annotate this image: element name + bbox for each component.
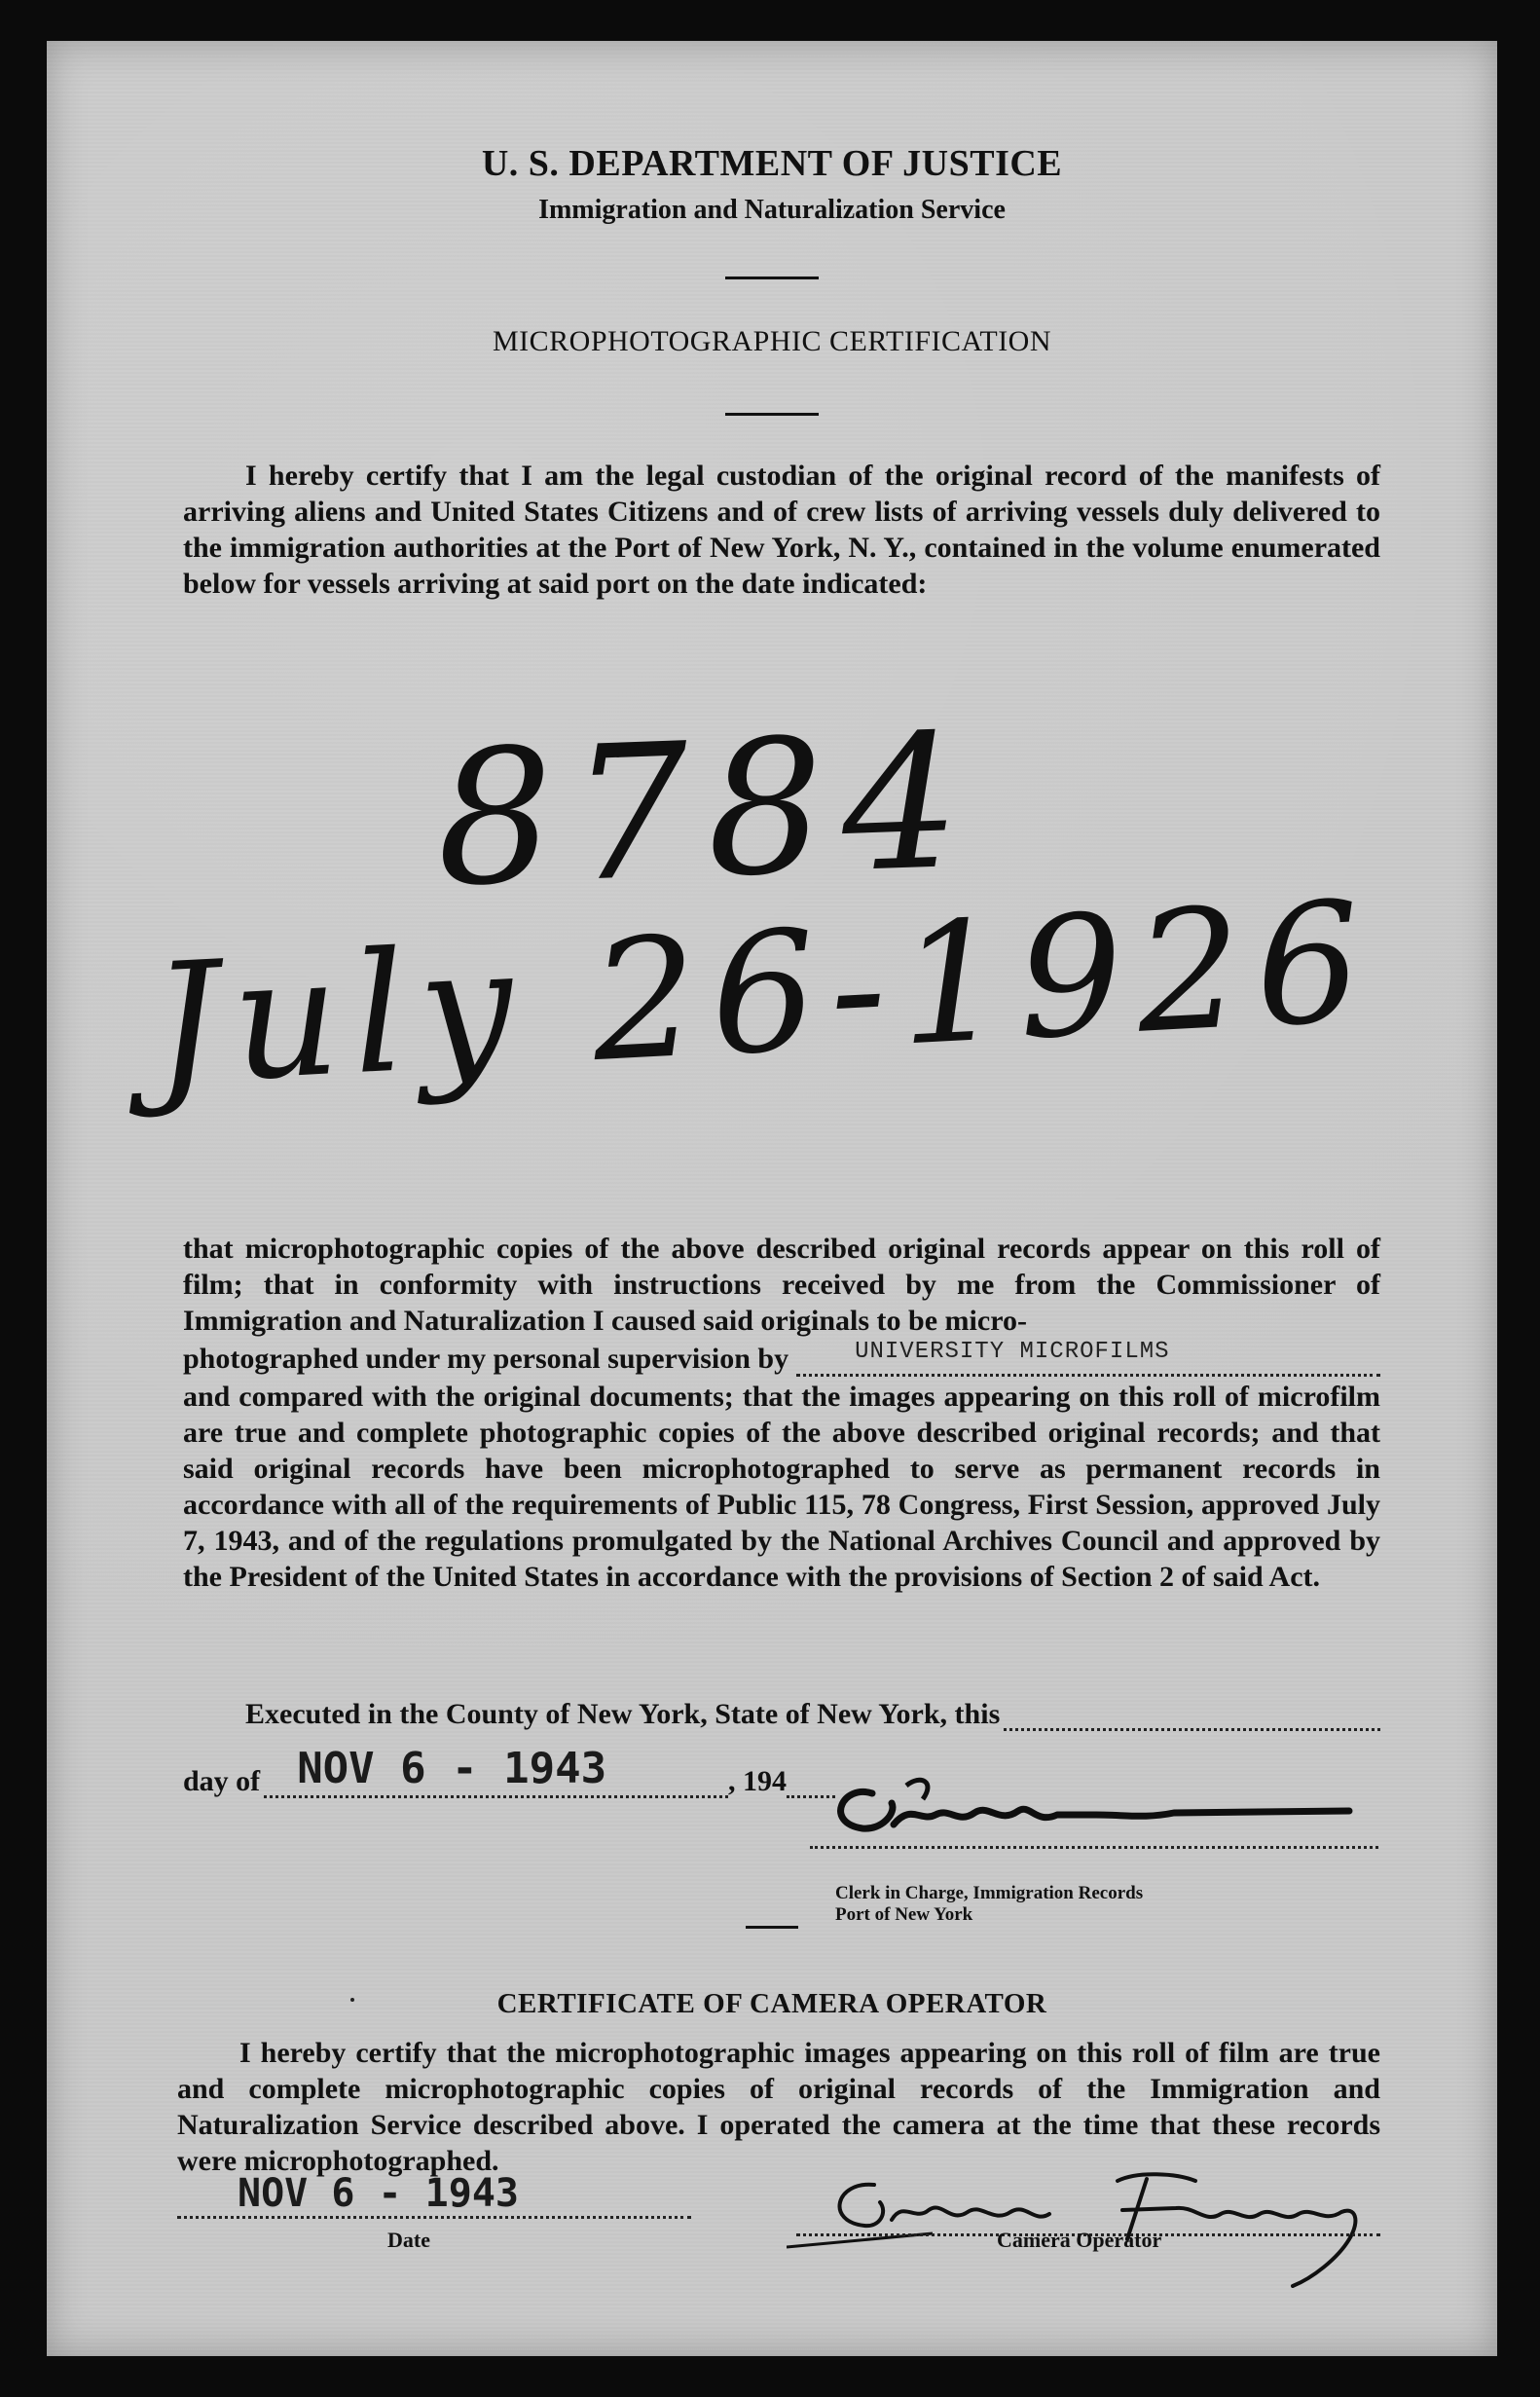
- day-of-label: day of: [183, 1765, 261, 1797]
- custodian-paragraph: [183, 458, 1380, 602]
- clerk-title: [835, 1883, 1143, 1926]
- custodian-paragraph-text: I hereby certify that I am the legal custodian of the original record of the manifests of arriving aliens and United States Citizens and of crew lists of arriving vessels duly delivered to the immigration authorities at the Port of New York, N. Y., contained in the volume enumerated below for vessels arriving at said port on the date indicated:: [183, 460, 1380, 600]
- camera-stamped-date: NOV 6 - 1943: [238, 2171, 519, 2216]
- day-of-line: [183, 1744, 835, 1798]
- clerk-signature-area: [804, 1764, 1388, 1871]
- body-paragraph-rest: and compared with the original documents; that the images appearing on this roll of microfilm are true and complete photographic copies of the above described original records; and that said original records have been microphotographed to serve as permanent records in accordance with all of the requirements of Public 115, 78 Congress, First Session, approved July 7, 1943, and of the regulations promulgated by the National Archives Council and approved by the President of the United States in accordance with the provisions of Section 2 of said Act.: [183, 1381, 1380, 1593]
- camera-date-field: [177, 2171, 691, 2220]
- camera-operator-label: Camera Operator: [997, 2228, 1162, 2252]
- clerk-title-line1: Clerk in Charge, Immigration Records: [835, 1883, 1144, 1903]
- date-label: Date: [387, 2228, 430, 2252]
- department-title: U. S. DEPARTMENT OF JUSTICE: [481, 143, 1063, 184]
- divider-top: [725, 277, 819, 279]
- supervisor-blank: [796, 1339, 1380, 1377]
- supervisor-name: UNIVERSITY MICROFILMS: [855, 1339, 1170, 1365]
- camera-paragraph-text: I hereby certify that the microphotographic images appearing on this roll of film are true and complete microphotographic copies of original records of the Immigration and Naturalization Service described above. I operated the camera at the time that these records were microphotographed.: [177, 2037, 1380, 2177]
- camera-date-line: [177, 2216, 691, 2219]
- certification-heading: MICROPHOTOGRAPHIC CERTIFICATION: [492, 325, 1052, 357]
- supervision-label: photographed under my personal supervision by: [183, 1343, 789, 1375]
- year-prefix: , 194: [728, 1765, 787, 1797]
- operator-signature: [787, 2152, 1410, 2288]
- executed-stamped-date: NOV 6 - 1943: [297, 1744, 607, 1793]
- divider-second: [725, 413, 819, 416]
- service-subtitle: Immigration and Naturalization Service: [538, 195, 1006, 225]
- divider-bottom: [746, 1926, 798, 1929]
- operator-signature-area: [787, 2152, 1410, 2288]
- body-paragraph: [183, 1231, 1380, 1595]
- supervision-line: [183, 1341, 1380, 1377]
- clerk-signature-line: [810, 1846, 1378, 1849]
- handwritten-volume-number: 8784: [432, 693, 981, 928]
- camera-certificate-heading: CERTIFICATE OF CAMERA OPERATOR: [496, 1988, 1047, 2019]
- executed-line: [245, 1698, 1380, 1731]
- clerk-title-line2: Port of New York: [835, 1904, 973, 1925]
- handwritten-arrival-date: July 26-1926: [147, 866, 1379, 1123]
- day-of-blank: [264, 1744, 728, 1798]
- clerk-signature: [804, 1764, 1388, 1852]
- executed-text: Executed in the County of New York, State of New York, this: [245, 1698, 1001, 1730]
- executed-day-blank: [1004, 1703, 1380, 1731]
- certificate-page: [47, 41, 1497, 2356]
- body-paragraph-lead: that microphotographic copies of the above described original records appear on this roll of film; that in conformity with instructions received by me from the Commissioner of Immigration and Naturalization I caused said originals to be micro-: [183, 1233, 1380, 1337]
